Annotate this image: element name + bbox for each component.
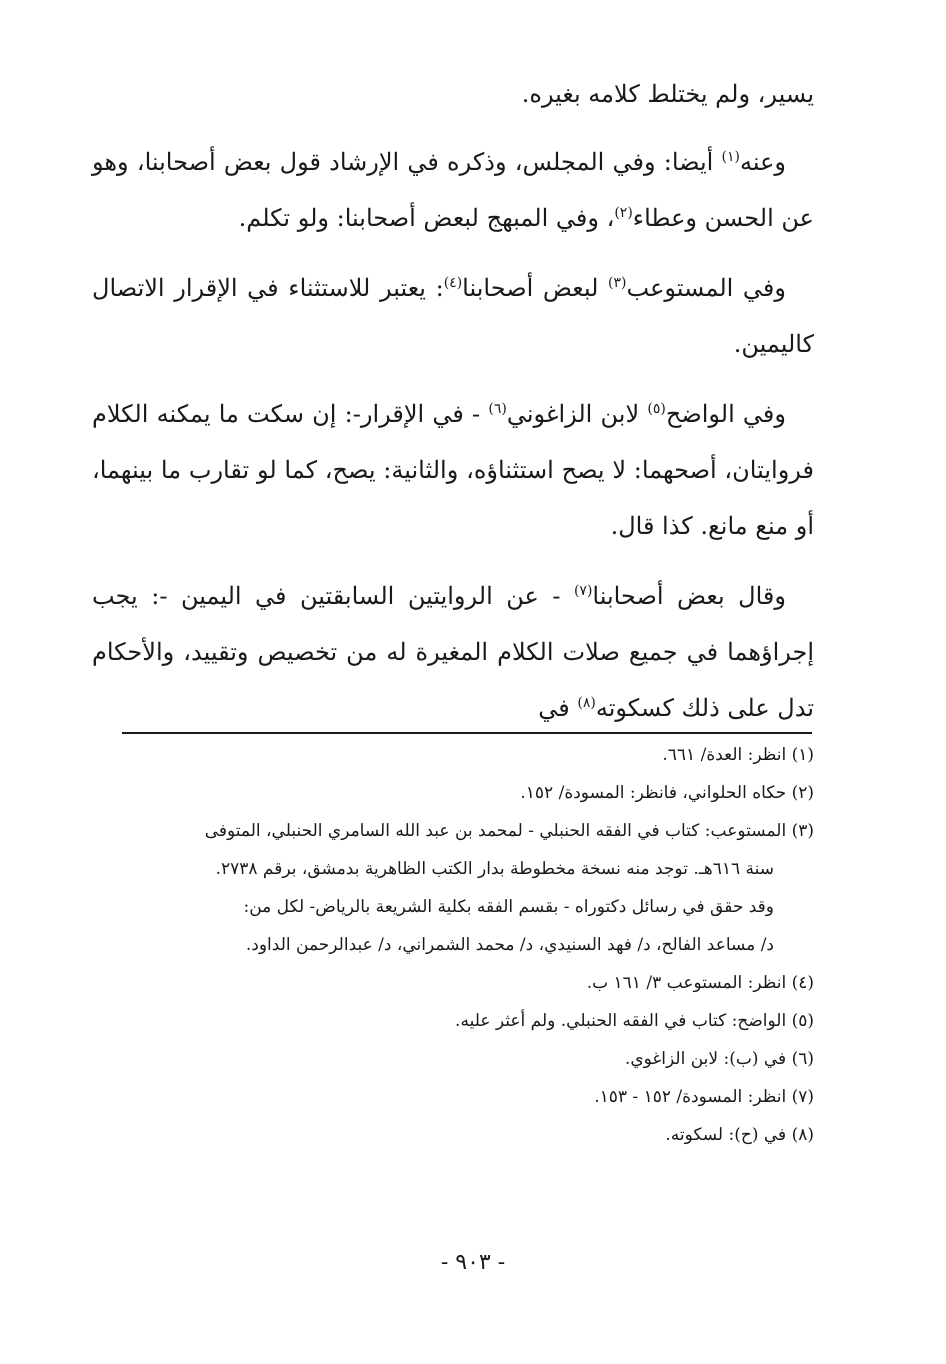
footnote: (٧) انظر: المسودة/ ١٥٢ - ١٥٣. xyxy=(594,1087,814,1107)
footnote: (٢) حكاه الحلواني، فانظر: المسودة/ ١٥٢. xyxy=(520,783,814,803)
footnote: (٤) انظر: المستوعب ٣/ ١٦١ ب. xyxy=(586,973,814,993)
text-run: : يعتبر للاستثناء في الإقرار الاتصال كاليمين. xyxy=(92,274,814,358)
paragraph xyxy=(92,568,814,736)
paragraph: يسير، ولم يختلط كلامه بغيره. xyxy=(521,80,814,108)
page-number: - ٩٠٣ - xyxy=(440,1250,506,1275)
main-text xyxy=(92,66,814,750)
text-run: ، وفي المبهج لبعض أصحابنا: ولو تكلم. xyxy=(238,204,615,232)
text-run: وفي المستوعب xyxy=(626,274,786,302)
footnote-marker: (٢) xyxy=(614,205,633,221)
footnote-continuation: وقد حقق في رسائل دكتوراه - بقسم الفقه بكلية الشريعة بالرياض- لكل من: xyxy=(243,897,774,917)
text-run: - في الإقرار-: إن سكت ما يمكنه الكلام فروايتان، أصحهما: لا يصح استثناؤه، والثانية: يصح، كما لو تقارب ما بينهما، أو منع مانع. كذا قال. xyxy=(92,400,814,540)
footnote: (٦) في (ب): لابن الزاغوي. xyxy=(624,1049,814,1069)
footnote-marker: (٨) xyxy=(577,695,596,711)
paragraph xyxy=(92,386,814,554)
footnote-continuation: سنة ٦١٦هـ. توجد منه نسخة مخطوطة بدار الكتب الظاهرية بدمشق، برقم ٢٧٣٨. xyxy=(215,859,774,879)
footnote-marker: (٧) xyxy=(573,583,593,599)
footnote: (٥) الواضح: كتاب في الفقه الحنبلي. ولم أعثر عليه. xyxy=(455,1011,814,1031)
text-run: أيضا: وفي المجلس، وذكره في الإرشاد قول بعض أصحابنا، وهو عن الحسن وعطاء xyxy=(92,148,814,232)
paragraph xyxy=(92,260,814,372)
footnote-divider xyxy=(122,732,812,734)
footnote-marker: (٦) xyxy=(488,401,507,417)
text-run: في xyxy=(538,694,578,722)
paragraph xyxy=(92,134,814,246)
footnote: (٨) في (ح): لسكوته. xyxy=(665,1125,814,1145)
text-run: وقال بعض أصحابنا xyxy=(592,582,786,610)
footnote-marker: (٤) xyxy=(443,275,463,291)
footnote: (٣) المستوعب: كتاب في الفقه الحنبلي - لمحمد بن عبد الله السامري الحنبلي، المتوفى xyxy=(204,821,814,841)
text-run: لبعض أصحابنا xyxy=(462,274,609,302)
footnote-marker: (٥) xyxy=(647,401,666,417)
text-run: وعنه xyxy=(739,148,786,176)
footnote-marker: (١) xyxy=(721,149,740,165)
footnote-marker: (٣) xyxy=(608,275,627,291)
text-run: لابن الزاغوني xyxy=(506,400,648,428)
footnotes xyxy=(92,736,814,1154)
text-run: وفي الواضح xyxy=(665,400,786,428)
text-run: - عن الروايتين السابقتين في اليمين -: يجب إجراؤهما في جميع صلات الكلام المغيرة له من تخصيص وتقييد، والأحكام تدل على ذلك كسكوته xyxy=(92,582,814,722)
footnote: (١) انظر: العدة/ ٦٦١. xyxy=(662,745,814,765)
footnote-continuation: د/ مساعد الفالح، د/ فهد السنيدي، د/ محمد الشمراني، د/ عبدالرحمن الداود. xyxy=(245,935,774,955)
